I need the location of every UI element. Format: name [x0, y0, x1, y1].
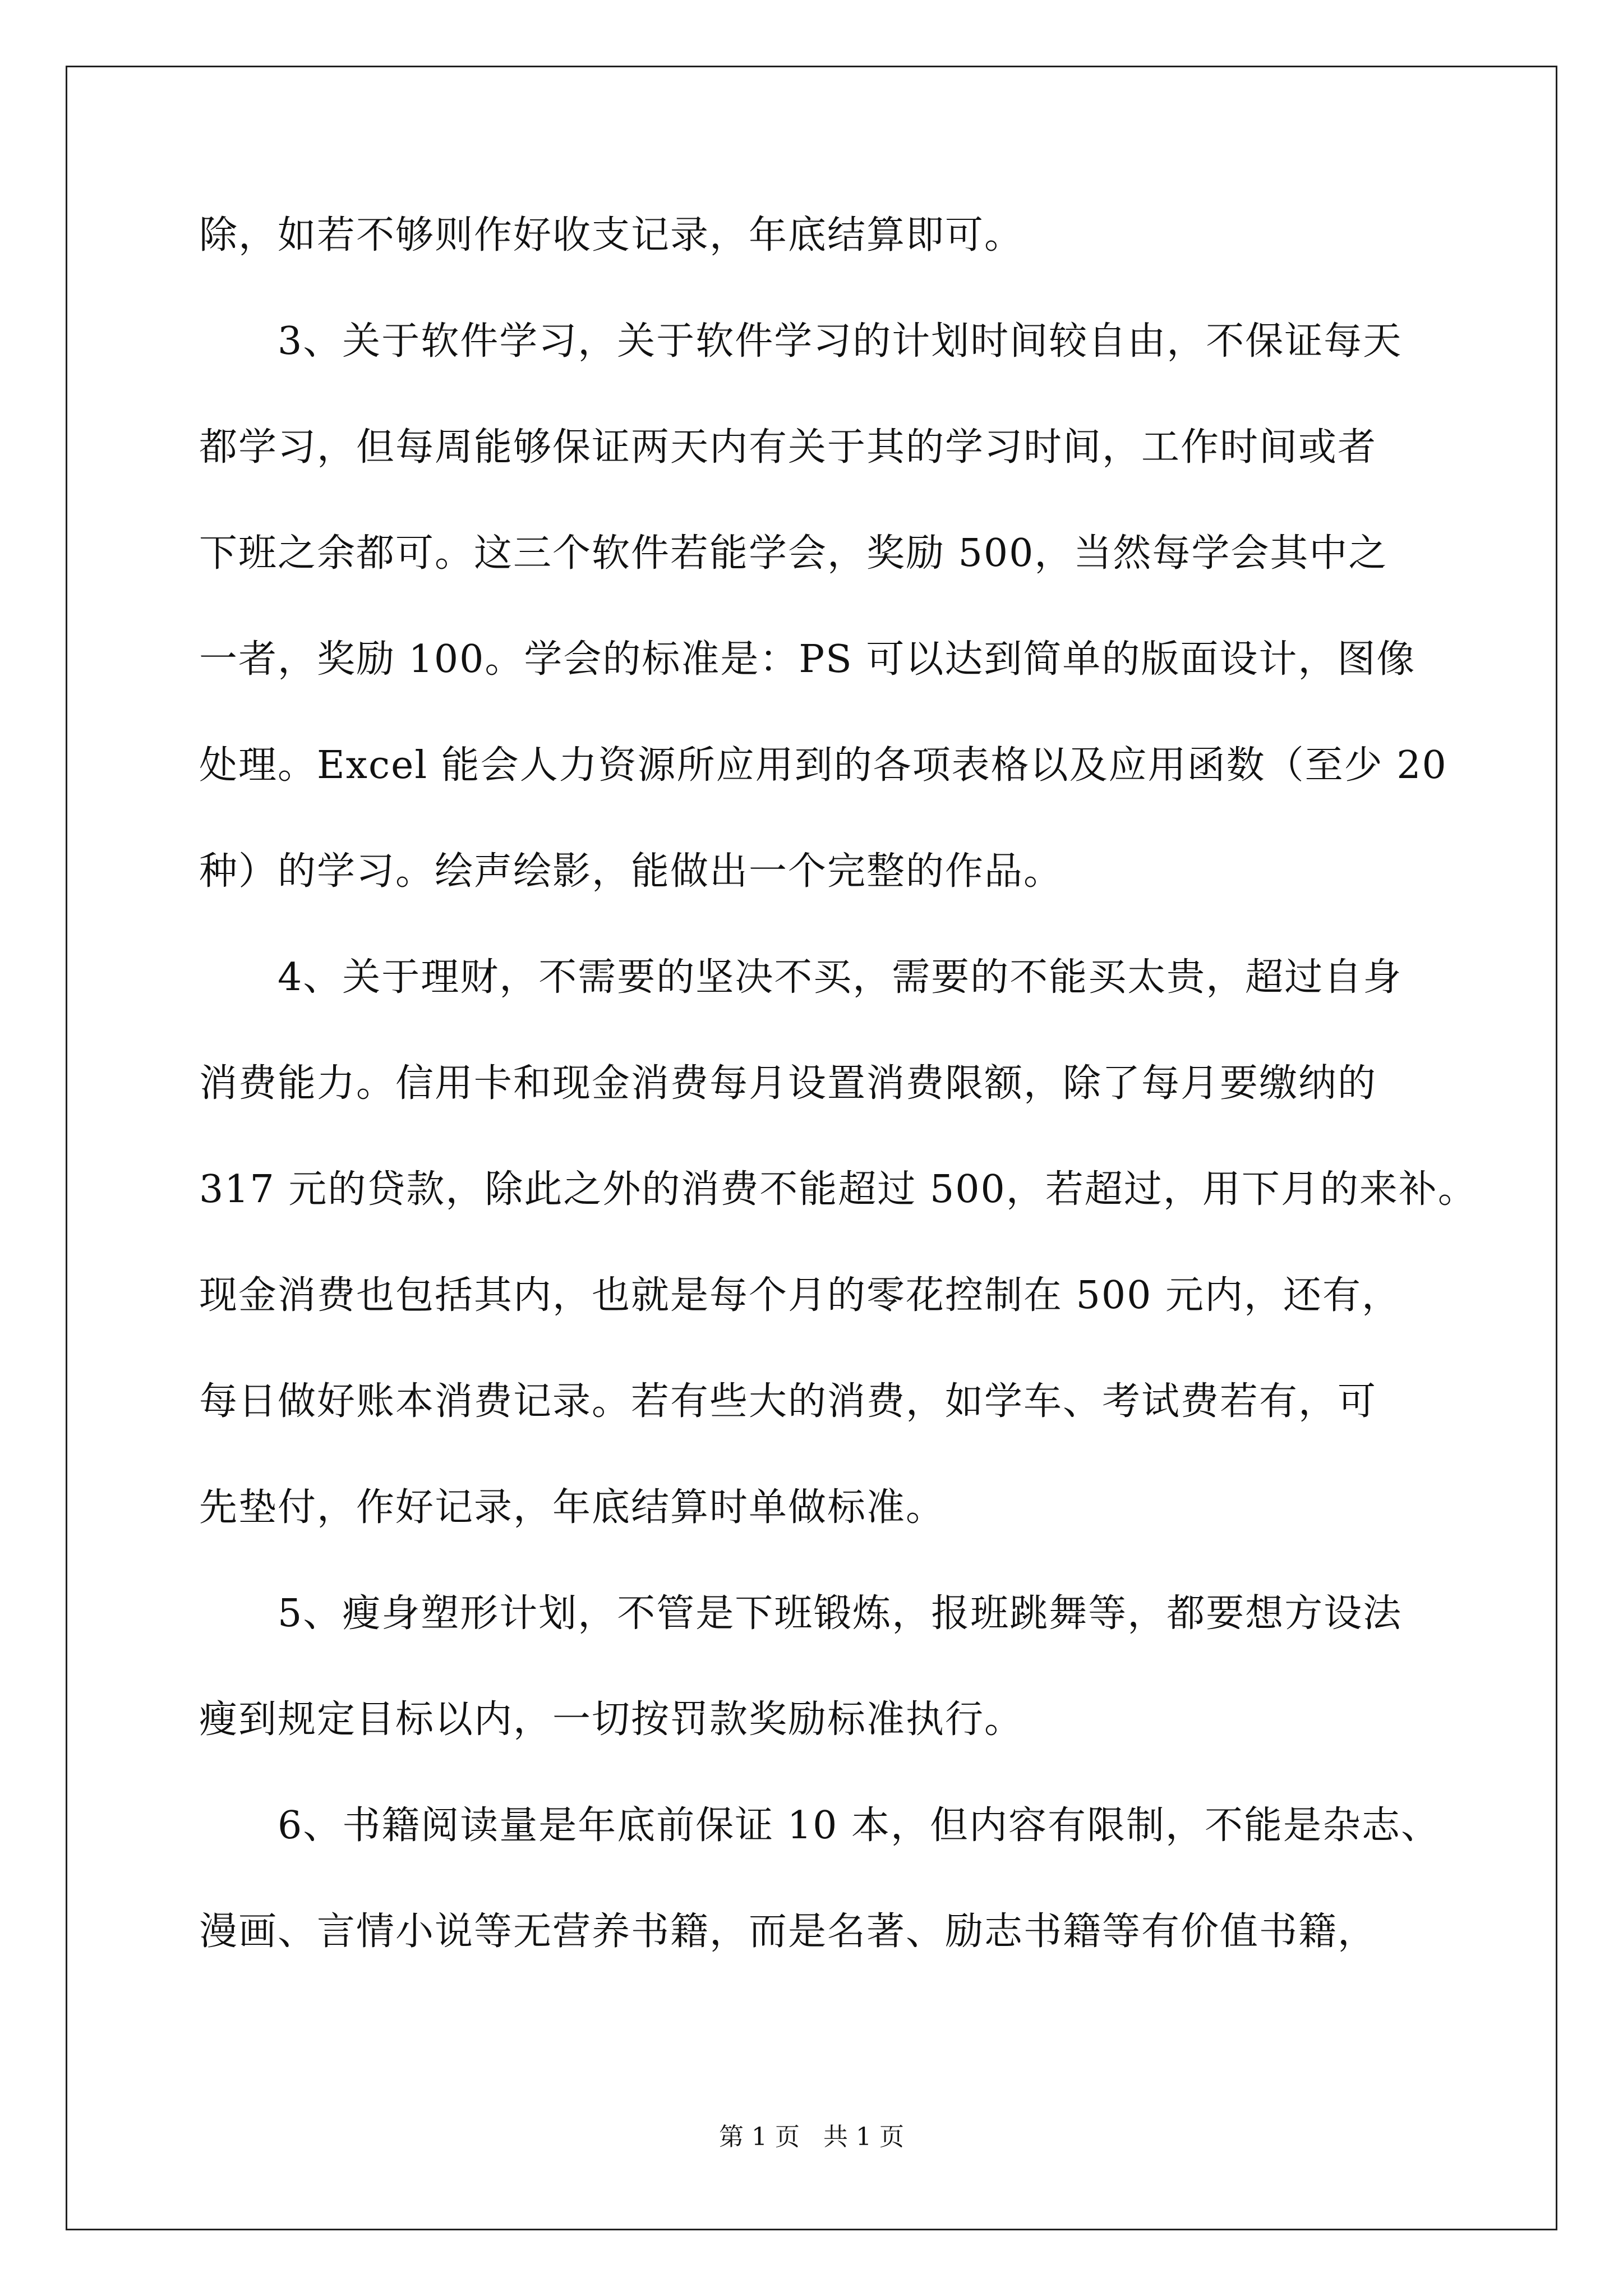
- text-line: 6、书籍阅读量是年底前保证 10 本，但内容有限制，不能是杂志、: [278, 1803, 1441, 1848]
- text-line: 317 元的贷款，除此之外的消费不能超过 500，若超过，用下月的来补。: [199, 1167, 1477, 1212]
- text-line: 下班之余都可。这三个软件若能学会，奖励 500，当然每学会其中之: [199, 531, 1388, 576]
- text-line: 除，如若不够则作好收支记录，年底结算即可。: [199, 213, 1024, 257]
- text-line: 消费能力。信用卡和现金消费每月设置消费限额，除了每月要缴纳的: [199, 1061, 1377, 1106]
- text-line: 3、关于软件学习，关于软件学习的计划时间较自由，不保证每天: [278, 319, 1403, 364]
- text-line: 瘦到规定目标以内，一切按罚款奖励标准执行。: [199, 1697, 1024, 1742]
- text-line: 种）的学习。绘声绘影，能做出一个完整的作品。: [199, 849, 1063, 894]
- text-line: 处理。Excel 能会人力资源所应用到的各项表格以及应用函数（至少 20: [199, 743, 1447, 788]
- text-line: 每日做好账本消费记录。若有些大的消费，如学车、考试费若有，可: [199, 1379, 1377, 1424]
- text-line: 漫画、言情小说等无营养书籍，而是名著、励志书籍等有价值书籍，: [199, 1910, 1377, 1954]
- text-line: 4、关于理财，不需要的坚决不买，需要的不能买太贵，超过自身: [278, 955, 1403, 1000]
- document-body: [199, 208, 1477, 2010]
- text-line: 先垫付，作好记录，年底结算时单做标准。: [199, 1485, 946, 1530]
- page-number-footer: 第 1 页 共 1 页: [719, 2123, 904, 2151]
- text-line: 5、瘦身塑形计划，不管是下班锻炼，报班跳舞等，都要想方设法: [278, 1591, 1403, 1636]
- text-line: 现金消费也包括其内，也就是每个月的零花控制在 500 元内，还有，: [199, 1273, 1401, 1318]
- text-line: 一者，奖励 100。学会的标准是：PS 可以达到简单的版面设计，图像: [199, 637, 1416, 682]
- text-line: 都学习，但每周能够保证两天内有关于其的学习时间，工作时间或者: [199, 425, 1377, 470]
